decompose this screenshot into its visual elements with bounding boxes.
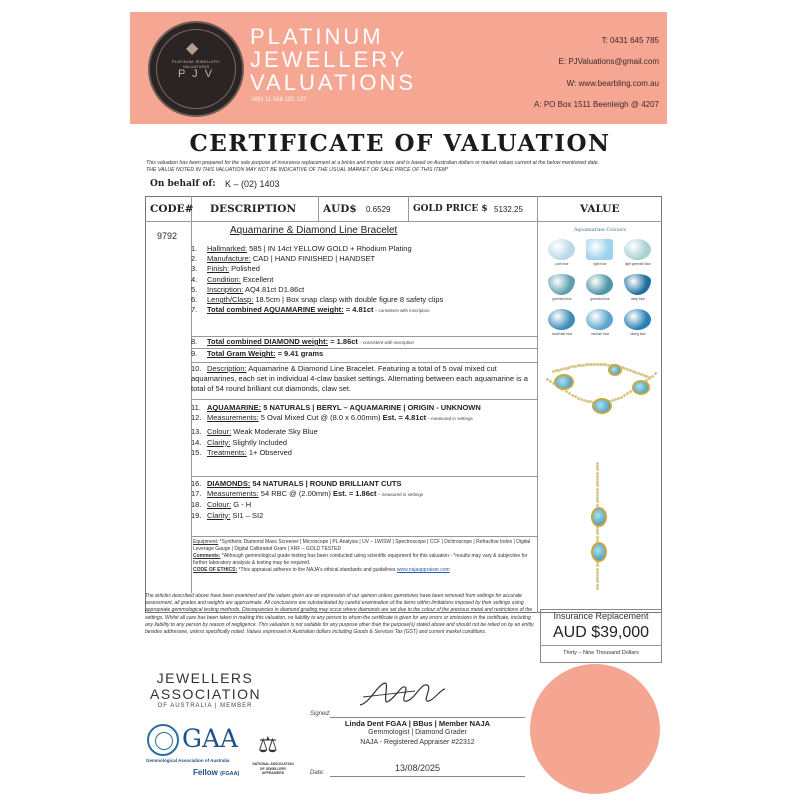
logo-monogram: P J V bbox=[177, 68, 215, 80]
spec-row-gram-weight: 9. Total Gram Weight: = 9.41 grams bbox=[191, 349, 324, 358]
spec-row-hallmarked: 1. Hallmarked: 585 | IN 14ct YELLOW GOLD + Rhodium Plating bbox=[191, 244, 412, 253]
contact-web: W: www.bearbling.com.au bbox=[566, 79, 659, 88]
aquamarine-swatch bbox=[586, 239, 613, 260]
naja-link[interactable]: www.najaappraiser.com bbox=[396, 567, 450, 573]
intro-text bbox=[146, 160, 666, 174]
divider bbox=[191, 476, 537, 477]
spec-row-aqua-clarity: 14. Clarity: Slightly Included bbox=[191, 437, 288, 447]
spec-row-treatments: 15. Treatments: 1+ Observed bbox=[191, 447, 292, 457]
equipment-row: Equipment: *Synthetic Diamond Mass Screener | Microscope | PL Analysis | UV – LW/SW | Spectroscope | CCF | Dichroscope | Refractive Index | Digital Leverage Gauge | Digital Calibrated Gram | XRF – GOLD TESTED bbox=[193, 539, 531, 552]
divider bbox=[191, 399, 537, 400]
aquamarine-swatch bbox=[624, 274, 651, 295]
spec-row-diamond-weight: 8. Total combined DIAMOND weight: = 1.86ct – consistent with inscription bbox=[191, 337, 414, 346]
divider bbox=[191, 362, 537, 363]
header-description: DESCRIPTION bbox=[210, 203, 297, 215]
diamond-bead bbox=[596, 500, 599, 503]
header-code: CODE# bbox=[150, 203, 194, 215]
insurance-value: AUD $39,000 bbox=[552, 624, 650, 641]
aquamarine-stone bbox=[592, 398, 612, 414]
divider bbox=[318, 196, 319, 221]
diamond-bead bbox=[596, 587, 599, 590]
spec-row-aqua-weight: 7. Total combined AQUAMARINE weight: = 4.81ct – consistent with inscription bbox=[191, 305, 430, 315]
bracelet-photo-vertical bbox=[580, 462, 620, 592]
logo-ring-text: PLATINUM JEWELLERY VALUATIONS bbox=[171, 59, 221, 69]
gaa-fellow: Fellow (FGAA) bbox=[193, 768, 240, 777]
on-behalf-value: K – (02) 1403 bbox=[225, 179, 280, 189]
aquamarine-stone bbox=[591, 507, 607, 527]
spec-row-diamond-clarity: 19. Clarity: SI1 – SI2 bbox=[191, 510, 264, 520]
swatch-caption: deep blue bbox=[630, 297, 645, 301]
swatch-caption: pale blue bbox=[555, 262, 569, 266]
swatch-caption: strong blue bbox=[630, 332, 646, 336]
disclaimer-text: The articles described above have been examined and the values given are an expression of our opinion unless gemstones have been removed from settings for accurate assessment, all grades and weights are approximate. All conclusions are substantiated by careful examination of the items within limitations imposed by their settings using appropriate gemmological testing methods. Discrepancies in diamond grading may occur where diamonds are set due to the colour of the precious metal and restrictions of the settings. Whilst all care has been taken in making this valuation, no liability to any person to whom the certificate is given for any errors or omissions in the certificate, including any liability to any person by reason of negligence. This valuation is not suitable for any purpose other than the purpose(s) stated above and should not be relied on by an entity besides addressee, unless specifically noted. Values expressed in Australian dollars including Goods & Services Tax (GST) and current market conditions. bbox=[145, 593, 534, 636]
abn-number: ABN 11 588 192 137 bbox=[251, 97, 307, 103]
gaa-globe-icon bbox=[147, 724, 179, 756]
spec-row-finish: 3. Finish: Polished bbox=[191, 264, 260, 274]
swatch-caption: light greenish blue bbox=[625, 262, 651, 266]
aquamarine-stone bbox=[554, 374, 574, 390]
valuation-seal bbox=[530, 664, 660, 794]
signed-label: Signed: bbox=[310, 711, 331, 717]
intro-line-2: THE VALUE NOTED IN THIS VALUATION MAY NOT BE INDICATIVE OF THE USUAL MARKET OR SALE PRICE OF THIS ITEM* bbox=[146, 167, 449, 173]
brand-line-1: PLATINUM bbox=[250, 24, 384, 49]
spec-row-length: 6. Length/Clasp: 18.5cm | Box snap clasp with double figure 8 safety clips bbox=[191, 295, 444, 305]
spec-row-aqua-measurements: 12. Measurements: 5 Oval Mixed Cut @ (8.0 x 6.00mm) Est. = 4.81ct – measured in settings bbox=[191, 413, 473, 423]
aquamarine-colour-chart bbox=[540, 224, 660, 344]
insurance-words: Thirty – Nine Thousand Dollars bbox=[563, 650, 639, 656]
diamond-bead bbox=[596, 580, 599, 583]
gaa-logo-text: GAA bbox=[182, 724, 239, 753]
aquamarine-stone bbox=[608, 364, 622, 376]
spec-row-aqua-colour: 13. Colour: Weak Moderate Sky Blue bbox=[191, 427, 318, 437]
signature bbox=[355, 675, 450, 715]
insurance-label: Insurance Replacement bbox=[553, 611, 649, 621]
header-value: VALUE bbox=[580, 203, 620, 215]
aquamarine-swatch bbox=[586, 309, 613, 330]
header-aud-label: AUD$ bbox=[323, 203, 357, 215]
spec-row-condition: 4. Condition: Excellent bbox=[191, 274, 274, 284]
bracelet-photo-top bbox=[540, 350, 660, 445]
divider bbox=[408, 196, 409, 221]
date-label: Date: bbox=[310, 770, 325, 776]
jewellers-line-3: OF AUSTRALIA | MEMBER bbox=[157, 703, 253, 709]
spec-row-manufacture: 2. Manufacture: CAD | HAND FINISHED | HANDSET bbox=[191, 254, 376, 264]
aquamarine-list bbox=[191, 403, 534, 458]
equipment-notes bbox=[193, 539, 535, 574]
diamond-bead bbox=[629, 390, 632, 393]
aquamarine-swatch bbox=[624, 239, 651, 260]
comments-row: Comments: *Although gemmological grade testing has been conducted using scientific equipment for this valuation - *results may vary & subjective for further laboratory analysis & testing may be required. bbox=[193, 553, 528, 566]
aquamarine-swatch bbox=[548, 309, 575, 330]
aquamarine-swatch bbox=[548, 239, 575, 260]
contact-phone: T: 0431 645 785 bbox=[601, 36, 659, 45]
divider bbox=[191, 536, 537, 537]
swatch-caption: medium blue bbox=[590, 332, 610, 336]
spec-row-diamonds: 16. DIAMONDS: 54 NATURALS | ROUND BRILLIANT CUTS bbox=[191, 479, 402, 488]
spec-row-description: 10. Description: Aquamarine & Diamond Line Bracelet. Featuring a total of 5 oval mixed cut aquamarines, each set in individual 4-claw basket settings. Alternating between each aquamarine is a total of 54 round brilliant cut diamonds, claw set. bbox=[191, 364, 528, 394]
date-value: 13/08/2025 bbox=[394, 763, 441, 773]
diamond-list bbox=[191, 479, 534, 521]
aquamarine-swatch bbox=[586, 274, 613, 295]
contact-email: E: PJValuations@gmail.com bbox=[558, 57, 659, 66]
aquamarine-swatch bbox=[624, 309, 651, 330]
diamond-bead bbox=[596, 532, 599, 535]
aquamarine-stone bbox=[591, 542, 607, 562]
spec-row-diamond-colour: 18. Colour: G - H bbox=[191, 500, 252, 510]
signature-line bbox=[330, 717, 525, 718]
aquamarine-swatch bbox=[548, 274, 575, 295]
page-title: CERTIFICATE OF VALUATION bbox=[189, 130, 611, 157]
naja-text: NATIONAL ASSOCIATION OF JEWELLERY APPRAISERS bbox=[252, 762, 294, 775]
diamond-bead bbox=[654, 372, 657, 375]
diamond-icon: ◆ bbox=[186, 40, 199, 57]
header-gold-value: 5132.25 bbox=[494, 205, 523, 214]
jewellers-line-2: ASSOCIATION bbox=[150, 686, 262, 702]
header-aud-value: 0.6529 bbox=[366, 205, 391, 214]
item-title: Aquamarine & Diamond Line Bracelet bbox=[230, 225, 398, 236]
divider bbox=[537, 196, 538, 613]
diamond-bead bbox=[651, 375, 654, 378]
brand-line-3: VALUATIONS bbox=[250, 70, 417, 95]
diamond-bead bbox=[648, 376, 651, 379]
signer-line-3: NAJA - Registered Appraiser #22312 bbox=[360, 739, 475, 746]
scales-icon: ⚖ bbox=[258, 732, 278, 757]
aquamarine-stone bbox=[632, 380, 650, 395]
gaa-subtitle: Gemmological Association of Australia bbox=[146, 758, 230, 763]
intro-line-1: This valuation has been prepared for the sole purpose of insurance replacement at a bricks and mortar store and is based on Australian dollars or market values current at the below mentioned date. bbox=[146, 160, 600, 166]
spec-row-inscription: 5. Inscription: AQ4.81ct D1.86ct bbox=[191, 284, 305, 294]
signer-line-2: Gemmologist | Diamond Grader bbox=[368, 729, 467, 736]
ethics-row: CODE OF ETHICS: *This appraisal adheres to the NAJA's ethical standards and guidelines www.najaappraiser.com bbox=[193, 567, 450, 573]
spec-row-aquamarine: 11. AQUAMARINE: 5 NATURALS | BERYL – AQUAMARINE | ORIGIN - UNKNOWN bbox=[191, 403, 481, 412]
spec-list bbox=[191, 244, 534, 316]
swatch-caption: greenish blue bbox=[552, 297, 572, 301]
jewellers-line-1: JEWELLERS bbox=[156, 670, 254, 686]
divider bbox=[540, 645, 662, 646]
brand-line-2: JEWELLERY bbox=[250, 47, 408, 72]
on-behalf-label: On behalf of: bbox=[150, 179, 216, 189]
diamond-bead bbox=[596, 564, 599, 567]
swatch-caption: moderate blue bbox=[551, 332, 573, 336]
code-number: 9792 bbox=[157, 231, 178, 241]
contact-address: A: PO Box 1511 Beenleigh @ 4207 bbox=[534, 100, 659, 109]
spec-row-diamond-measurements: 17. Measurements: 54 RBC @ (2.00mm) Est. = 1.86ct – measured in settings bbox=[191, 489, 424, 499]
swatch-caption: light blue bbox=[593, 262, 607, 266]
diamond-bead bbox=[596, 468, 599, 471]
signer-line-1: Linda Dent FGAA | BBus | Member NAJA bbox=[344, 719, 491, 728]
colour-chart-title: Aquamarine Colours bbox=[573, 227, 627, 233]
diamond-bead bbox=[596, 484, 599, 487]
header-gold-label: GOLD PRICE $ bbox=[413, 204, 488, 214]
date-line bbox=[330, 776, 525, 777]
swatch-caption: greenish blue bbox=[590, 297, 610, 301]
divider bbox=[145, 221, 662, 222]
